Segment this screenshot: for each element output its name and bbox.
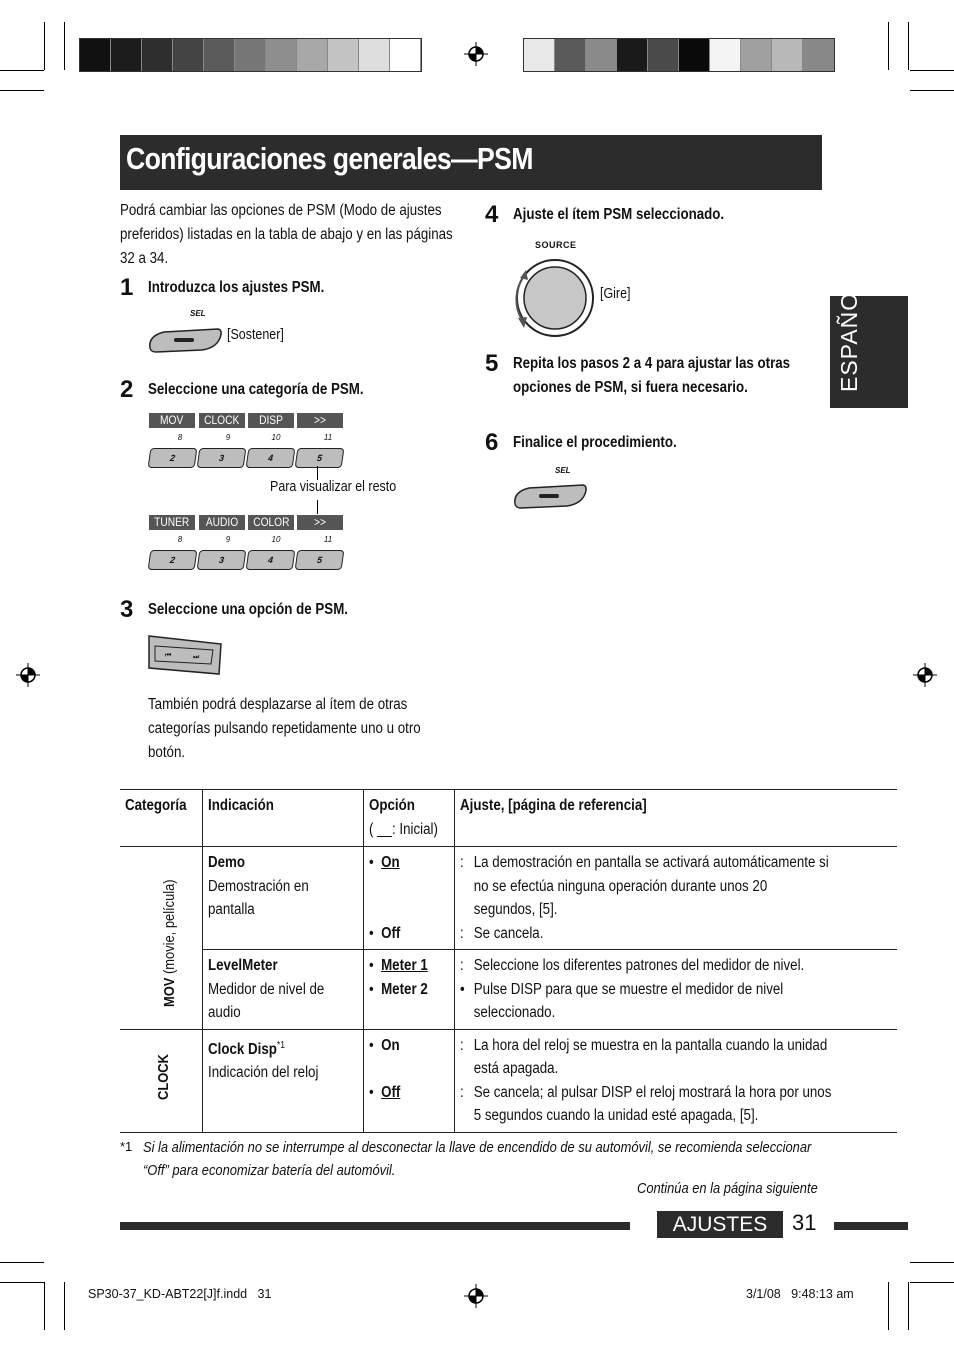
footnote-ref: *1	[276, 1039, 285, 1051]
crop-mark	[908, 22, 909, 70]
display-tag: CLOCK	[199, 413, 245, 428]
option-value: Meter 2	[380, 980, 428, 998]
setting-text: La hora del reloj se muestra en la pantalla cuando la unidad está apagada.	[473, 1036, 827, 1077]
display-tag: >>	[297, 413, 343, 428]
color-swatch	[173, 39, 204, 71]
svg-text:⏮: ⏮	[165, 651, 172, 659]
color-swatch	[803, 39, 834, 71]
category-label-clock: CLOCK	[155, 1053, 172, 1100]
step-text: Seleccione una opción de PSM.	[148, 601, 349, 618]
registration-mark-icon	[913, 663, 937, 687]
sel-button-icon	[146, 326, 224, 354]
crop-mark	[910, 70, 954, 71]
footer-rule	[120, 1222, 630, 1230]
crop-mark	[0, 70, 44, 71]
footer-rule	[834, 1222, 908, 1230]
intro-text: Podrá cambiar las opciones de PSM (Modo de ajustes preferidos) listadas en la tabla de abajo y en las páginas 32 a 34.	[120, 202, 453, 267]
color-bar-right	[523, 38, 835, 72]
preset-key: 4	[246, 448, 296, 468]
caption-leader	[317, 500, 318, 514]
color-swatch	[772, 39, 803, 71]
language-tab	[830, 278, 908, 408]
registration-mark-icon	[464, 42, 488, 66]
step-number: 2	[120, 376, 134, 403]
color-swatch	[524, 39, 555, 71]
page-number: 31	[792, 1210, 817, 1235]
step-number: 1	[120, 274, 134, 301]
category-cell	[120, 1029, 202, 1132]
option-cell: • Meter 1 • Meter 2	[363, 950, 454, 1030]
display-tag: >>	[297, 515, 343, 530]
crop-mark	[64, 1282, 65, 1330]
setting-text: Se cancela; al pulsar DISP el reloj mostrará la hora por unos 5 segundos cuando la unidad esté apagada, [5].	[473, 1083, 832, 1124]
key-number-label: 9	[225, 433, 231, 442]
crop-mark	[0, 1262, 44, 1263]
step-number: 4	[485, 201, 499, 228]
key-number-label: 8	[177, 535, 183, 544]
category-cell	[120, 847, 202, 1030]
crop-mark	[0, 90, 44, 91]
psm-table	[120, 789, 897, 1133]
crop-mark	[888, 22, 889, 70]
option-cell: • On • Off	[363, 847, 454, 950]
display-tag: AUDIO	[199, 515, 245, 530]
key-label: SEL	[190, 309, 206, 318]
step-text: Seleccione una categoría de PSM.	[148, 381, 364, 398]
skip-button-icon	[147, 634, 225, 676]
crop-mark	[910, 1262, 954, 1263]
color-swatch	[235, 39, 266, 71]
color-swatch	[648, 39, 679, 71]
svg-text:⏭: ⏭	[193, 653, 200, 661]
color-swatch	[80, 39, 111, 71]
table-header-row	[120, 790, 897, 847]
header-category: Categoría	[120, 790, 202, 847]
option-default: Off	[380, 1083, 400, 1101]
indication-desc: Demostración en pantalla	[207, 877, 309, 918]
color-swatch	[617, 39, 648, 71]
indication-name: Clock Disp	[207, 1040, 277, 1058]
color-swatch	[266, 39, 297, 71]
crop-mark	[910, 90, 954, 91]
color-swatch	[555, 39, 586, 71]
color-swatch	[741, 39, 772, 71]
key-number-label: 11	[323, 433, 333, 442]
color-swatch	[586, 39, 617, 71]
color-swatch	[390, 39, 421, 71]
setting-cell: : La demostración en pantalla se activará automáticamente si no se efectúa ninguna operación durante unos 20 segundos, [5]. : Se cancela.	[454, 847, 897, 950]
crop-mark	[908, 1282, 909, 1330]
color-swatch	[297, 39, 328, 71]
table-row	[120, 847, 897, 950]
control-dial-icon	[508, 254, 594, 340]
crop-mark	[44, 1282, 45, 1330]
crop-mark	[888, 1282, 889, 1330]
display-tag: MOV	[149, 413, 195, 428]
registration-mark-icon	[16, 663, 40, 687]
option-default: Meter 1	[380, 957, 428, 974]
indication-cell	[202, 847, 363, 950]
color-bar-left	[79, 38, 422, 72]
indication-name: Demo	[207, 854, 245, 871]
crop-mark	[910, 1282, 954, 1283]
option-value: Off	[380, 925, 400, 942]
section-label: AJUSTES	[657, 1211, 783, 1238]
key-number-label: 11	[323, 535, 333, 544]
key-number-label: 8	[177, 433, 183, 442]
indication-cell	[202, 950, 363, 1030]
preset-key: 4	[246, 550, 296, 570]
color-swatch	[710, 39, 741, 71]
option-cell: • On • Off	[363, 1029, 454, 1132]
step3-note: También podrá desplazarse al ítem de otras categorías pulsando repetidamente uno u otro botón.	[148, 696, 421, 761]
preset-key: 2	[148, 448, 198, 468]
crop-mark	[44, 22, 45, 70]
color-swatch	[359, 39, 390, 71]
file-info: SP30-37_KD-ABT22[J]f.indd 31	[88, 1287, 272, 1301]
step-text: Repita los pasos 2 a 4 para ajustar las otras	[513, 355, 791, 372]
print-timestamp: 3/1/08 9:48:13 am	[746, 1287, 854, 1301]
sel-button-icon	[511, 482, 589, 510]
display-tag: COLOR	[248, 515, 294, 530]
table-row	[120, 1029, 897, 1132]
knob-label: SOURCE	[535, 240, 577, 250]
key-number-label: 10	[271, 433, 281, 442]
caption-text: Para visualizar el resto	[270, 479, 397, 495]
step-text: Introduzca los ajustes PSM.	[148, 279, 325, 296]
setting-text: La demostración en pantalla se activará automáticamente si no se efectúa ninguna operación durante unos 20 segundos, [5].	[473, 854, 829, 918]
key-label: SEL	[555, 466, 571, 475]
key-number-label: 10	[271, 535, 281, 544]
caption-leader	[317, 466, 318, 480]
crop-mark	[64, 22, 65, 70]
registration-mark-icon	[464, 1284, 488, 1308]
step-number: 6	[485, 429, 499, 456]
preset-key: 5	[295, 448, 345, 468]
indication-cell	[202, 1029, 363, 1132]
step-number: 3	[120, 596, 134, 623]
setting-text: Seleccione los diferentes patrones del medidor de nivel.	[473, 957, 804, 974]
category-label-mov: MOV (movie, película)	[161, 879, 178, 1007]
option-value: On	[380, 1036, 400, 1054]
indication-name: LevelMeter	[207, 957, 278, 974]
header-indication: Indicación	[202, 790, 363, 847]
step-text: Ajuste el ítem PSM seleccionado.	[513, 206, 725, 223]
step-text: opciones de PSM, si fuera necesario.	[513, 379, 748, 396]
color-swatch	[204, 39, 235, 71]
display-tag: DISP	[248, 413, 294, 428]
key-number-label: 9	[225, 535, 231, 544]
preset-key: 3	[197, 550, 247, 570]
footnote-mark: *1	[120, 1139, 133, 1154]
indication-desc: Indicación del reloj	[207, 1064, 318, 1082]
header-setting: Ajuste, [página de referencia]	[454, 790, 897, 847]
continued-note: Continúa en la página siguiente	[637, 1180, 818, 1197]
setting-cell: : La hora del reloj se muestra en la pantalla cuando la unidad está apagada. : Se cancela; al pulsar DISP el reloj mostrará la hora por unos 5 segundos cuando la unidad esté apagada, [5].	[454, 1029, 897, 1132]
turn-note: [Gire]	[600, 286, 631, 302]
title-bar	[120, 135, 822, 190]
indication-desc: Medidor de nivel de audio	[207, 980, 324, 1021]
option-default: On	[380, 854, 400, 871]
page-title: Configuraciones generales—PSM	[126, 141, 533, 176]
language-tab-label: ESPAÑOL	[836, 278, 862, 392]
preset-key: 5	[295, 550, 345, 570]
hold-note: [Sostener]	[227, 327, 284, 343]
setting-text: Se cancela.	[473, 924, 544, 942]
display-tag: TUNER	[149, 515, 195, 530]
color-swatch	[679, 39, 710, 71]
crop-mark	[0, 1282, 44, 1283]
step-text: Finalice el procedimiento.	[513, 434, 677, 451]
footnote-text: “Off” para economizar batería del automóvil.	[143, 1162, 396, 1179]
step-number: 5	[485, 350, 499, 377]
setting-text: Pulse DISP para que se muestre el medidor de nivel seleccionado.	[473, 980, 783, 1021]
color-swatch	[111, 39, 142, 71]
color-swatch	[328, 39, 359, 71]
table-row	[120, 950, 897, 1030]
color-swatch	[142, 39, 173, 71]
preset-key: 3	[197, 448, 247, 468]
header-option: Opción ( __: Inicial)	[363, 790, 454, 847]
footnote-text: Si la alimentación no se interrumpe al desconectar la llave de encendido de su automóvil, se recomienda seleccionar	[143, 1139, 812, 1156]
preset-key: 2	[148, 550, 198, 570]
setting-cell: : Seleccione los diferentes patrones del medidor de nivel. • Pulse DISP para que se muestre el medidor de nivel seleccionado.	[454, 950, 897, 1030]
